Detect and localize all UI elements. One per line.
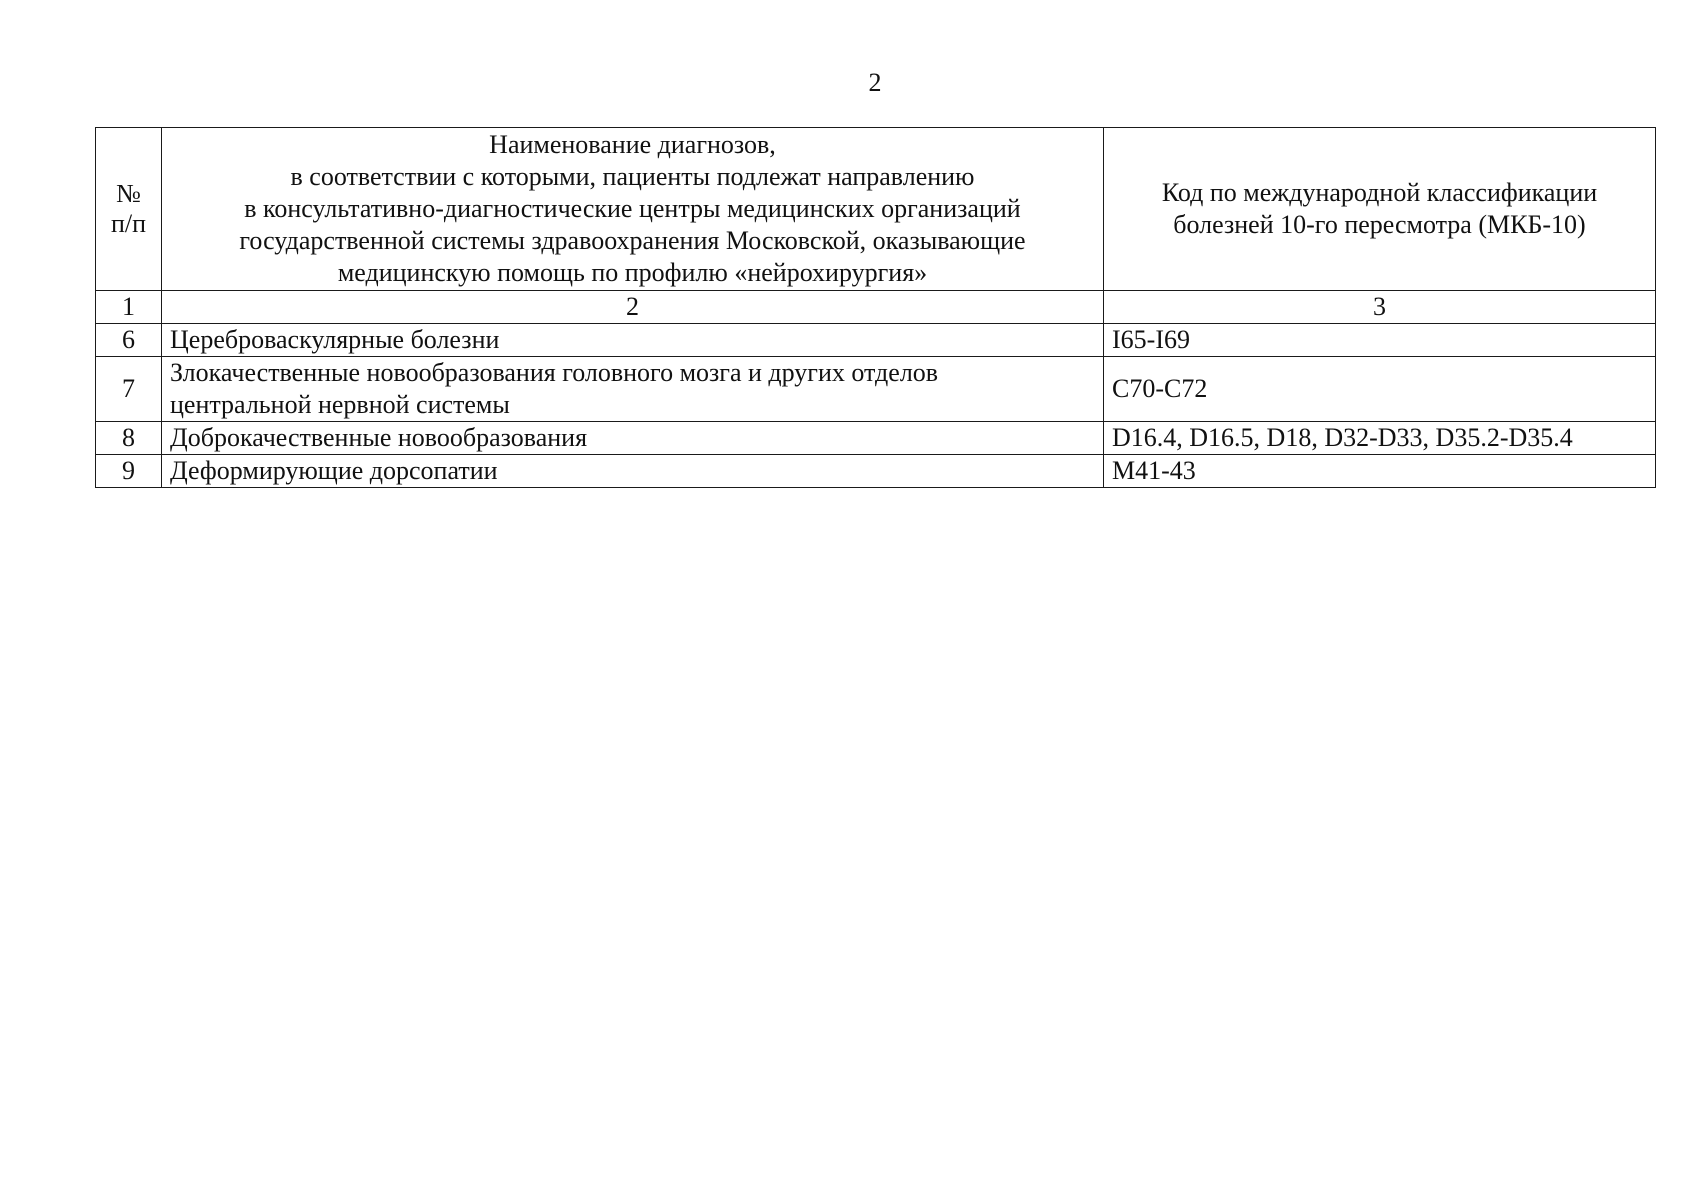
row-number: 8 <box>96 422 162 455</box>
row-diagnosis-name <box>162 357 1104 422</box>
table-row <box>96 324 1656 357</box>
header-number-symbol: № <box>116 179 141 208</box>
row-name-line: центральной нервной системы <box>170 390 510 419</box>
header-name-line: в консультативно-диагностические центры медицинских организаций <box>244 194 1021 223</box>
header-diagnosis-name-cell <box>162 128 1104 291</box>
header-name-line: Наименование диагнозов, <box>489 130 776 159</box>
header-number-label: п/п <box>110 209 147 238</box>
row-name-line: Злокачественные новообразования головного мозга и других отделов <box>170 358 939 387</box>
header-name-line: медицинскую помощь по профилю «нейрохирургия» <box>337 258 928 287</box>
row-diagnosis-name <box>162 324 1104 357</box>
row-number: 9 <box>96 455 162 488</box>
row-name-line: Цереброваскулярные болезни <box>170 325 500 354</box>
column-index-cell: 3 <box>1104 291 1656 324</box>
table-row <box>96 357 1656 422</box>
column-index-cell: 1 <box>96 291 162 324</box>
row-icd-code: C70-C72 <box>1104 357 1656 422</box>
header-name-line: государственной системы здравоохранения Московской, оказывающие <box>239 226 1026 255</box>
row-name-line: Деформирующие дорсопатии <box>170 456 498 485</box>
header-number-cell <box>96 128 162 291</box>
diagnosis-table <box>95 127 1656 488</box>
header-code-line: болезней 10-го пересмотра (МКБ-10) <box>1173 210 1586 239</box>
row-diagnosis-name <box>162 422 1104 455</box>
row-diagnosis-name <box>162 455 1104 488</box>
header-icd-code-cell <box>1104 128 1656 291</box>
row-icd-code: I65-I69 <box>1104 324 1656 357</box>
header-code-line: Код по международной классификации <box>1161 178 1598 207</box>
table-header-row <box>96 128 1656 291</box>
page-number: 2 <box>868 68 882 97</box>
column-index-cell: 2 <box>162 291 1104 324</box>
column-index-row <box>96 291 1656 324</box>
table-row <box>96 455 1656 488</box>
row-number: 7 <box>96 357 162 422</box>
row-number: 6 <box>96 324 162 357</box>
table-row <box>96 422 1656 455</box>
row-icd-code: M41-43 <box>1104 455 1656 488</box>
row-icd-code: D16.4, D16.5, D18, D32-D33, D35.2-D35.4 <box>1104 422 1656 455</box>
row-name-line: Доброкачественные новообразования <box>170 423 588 452</box>
header-name-line: в соответствии с которыми, пациенты подлежат направлению <box>290 162 975 191</box>
